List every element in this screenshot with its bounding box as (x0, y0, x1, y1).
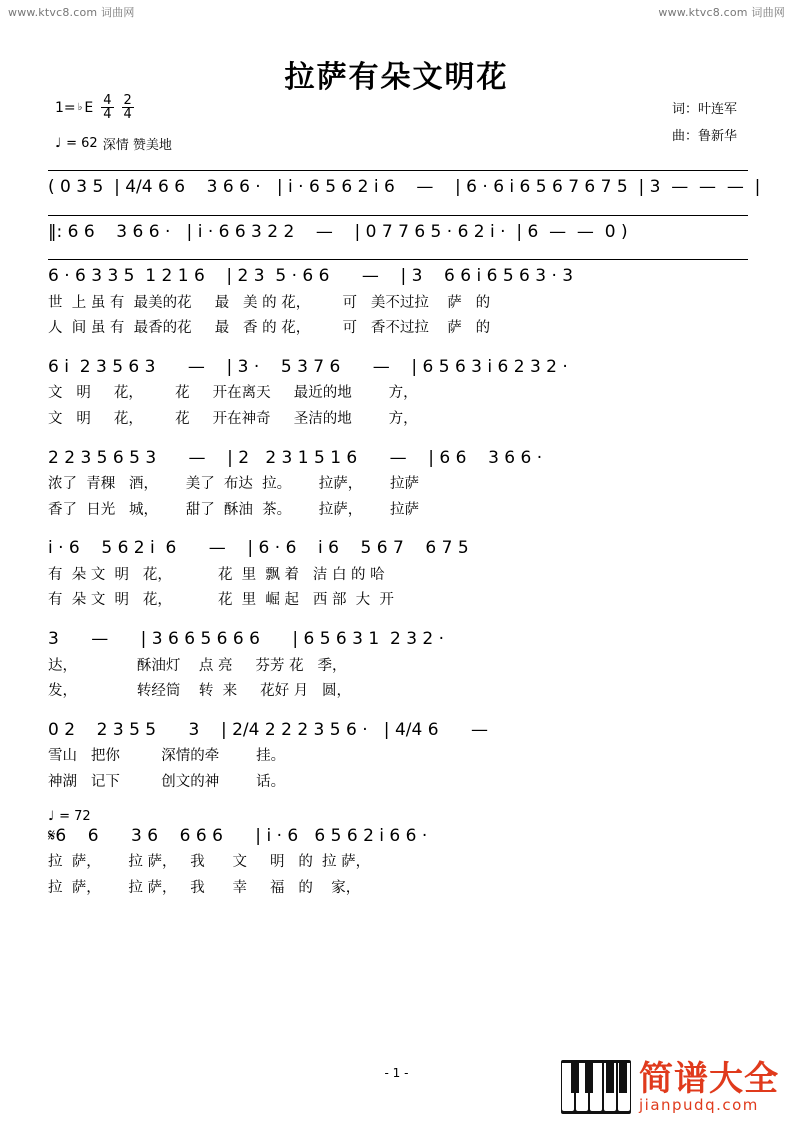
note-row: 2 2 3 5 6 5 3 — | 2 2 3 1 5 1 6 — | 6 6 3 6 6 · (48, 447, 543, 468)
score-body (48, 168, 761, 914)
tempo-value: = 62 (66, 135, 98, 151)
lyric-row-verse2: 神湖 记下 创文的神 话。 (48, 774, 286, 791)
music-system (48, 264, 748, 341)
music-system (48, 536, 748, 613)
system-divider (48, 170, 748, 171)
lyricist-credit: 词：叶连军 (671, 102, 737, 117)
note-row: 0 2 2 3 5 5 3 | 2/4 2 2 2 3 5 6 · | 4/4 6 — (48, 719, 488, 740)
segno-icon: 𝄋 (48, 825, 56, 846)
lyric-row-verse2: 人 间 虽 有 最香的花 最 香 的 花， 可 香不过拉 萨 的 (48, 320, 491, 337)
lyric-row-verse2: 香了 日光 城， 甜了 酥油 茶。 拉萨， 拉萨 (48, 501, 419, 518)
site-logo[interactable] (561, 1060, 779, 1114)
music-system (48, 446, 748, 523)
quarter-note-icon: ♩ (55, 135, 62, 151)
lyric-row-verse1: 文 明 花， 花 开在离天 最近的地 方， (48, 385, 418, 402)
logo-text (639, 1058, 779, 1114)
logo-url: jianpudq.com (639, 1095, 759, 1114)
music-system (48, 718, 748, 795)
tempo-marking (55, 134, 172, 153)
score-credits (672, 96, 737, 151)
time-sig-2-numerator: 2 (123, 93, 132, 108)
time-signature-2 (122, 94, 134, 122)
tempo-value-coda: = 72 (59, 808, 91, 824)
music-system (48, 627, 748, 704)
key-name: E (84, 99, 94, 116)
lyric-row-verse2: 拉 萨， 拉 萨， 我 幸 福 的 家， (48, 879, 361, 896)
lyric-row-verse2: 发， 转经筒 转 来 花好 月 圆， (48, 683, 352, 700)
note-row: 6 · 6 3 3 5 1 2 1 6 | 2 3 5 · 6 6 — | 3 6 6 i 6 5 6 3 · 3 (48, 266, 574, 286)
composer-credit: 曲：鲁新华 (671, 129, 737, 145)
music-system (48, 220, 748, 246)
note-row-text: 6 6 3 6 6 6 6 | i · 6 6 5 6 2 i 6 6 · (55, 825, 428, 846)
note-row: ‖: 6 6 3 6 6 · | i · 6 6 3 2 2 — | 0 7 7 6 5 · 6 2 i · | 6 — — 0 ) (48, 221, 628, 242)
lyric-row-verse1: 雪山 把你 深情的牵 挂。 (48, 748, 286, 765)
music-system-coda (48, 809, 748, 901)
lyric-row-verse1: 有 朵 文 明 花， 花 里 飘 着 洁 白 的 哈 (48, 566, 385, 583)
lyric-row-verse2: 文 明 花， 花 开在神奇 圣洁的地 方， (48, 410, 418, 427)
key-signature (55, 94, 172, 122)
watermark-right: www.ktvc8.com 词曲网 (658, 6, 785, 19)
expression-marking: 深情 赞美地 (102, 137, 172, 153)
note-row: 6 i 2 3 5 6 3 — | 3 · 5 3 7 6 — | 6 5 6 3 i 6 2 3 2 · (48, 356, 568, 377)
note-row: i · 6 5 6 2 i 6 — | 6 · 6 i 6 5 6 7 6 7 5 (48, 538, 469, 559)
lyric-row-verse1: 浓了 青稞 酒， 美了 布达 拉。 拉萨， 拉萨 (48, 476, 419, 493)
key-label: 1= (55, 99, 76, 116)
lyric-row-verse1: 世 上 虽 有 最美的花 最 美 的 花， 可 美不过拉 萨 的 (48, 294, 491, 311)
score-meta-left (55, 94, 172, 153)
time-sig-1-numerator: 4 (103, 93, 112, 108)
music-system (48, 355, 748, 432)
lyric-row-verse2: 有 朵 文 明 花， 花 里 崛 起 西 部 大 开 (48, 592, 394, 609)
note-row: 3 — | 3 6 6 5 6 6 6 | 6 5 6 3 1 2 3 2 · (48, 629, 445, 650)
piano-icon (561, 1060, 631, 1114)
page-number: - 1 - (384, 1066, 409, 1080)
time-sig-1-denominator: 4 (103, 107, 112, 123)
quarter-note-icon: ♩ (48, 808, 55, 824)
system-divider (48, 215, 748, 216)
watermark-left: www.ktvc8.com 词曲网 (8, 6, 135, 19)
system-divider (48, 259, 748, 260)
lyric-row-verse1: 达， 酥油灯 点 亮 芬芳 花 季， (48, 657, 347, 674)
page-title: 拉萨有朵文明花 (284, 60, 509, 95)
time-sig-2-denominator: 4 (123, 107, 132, 123)
logo-title: 简谱大全 (639, 1058, 779, 1099)
time-signature-1 (101, 94, 113, 122)
lyric-row-verse1: 拉 萨， 拉 萨， 我 文 明 的 拉 萨， (48, 854, 371, 871)
note-row (48, 824, 748, 850)
note-row: ( 0 3 5 | 4/4 6 6 3 6 6 · | i · 6 5 6 2 i 6 — | 6 · 6 i 6 5 6 7 6 7 5 | 3 — — — | (48, 177, 761, 197)
key-accidental: ♭ (77, 102, 83, 114)
music-system (48, 175, 761, 201)
tempo-marking-coda (48, 809, 748, 824)
